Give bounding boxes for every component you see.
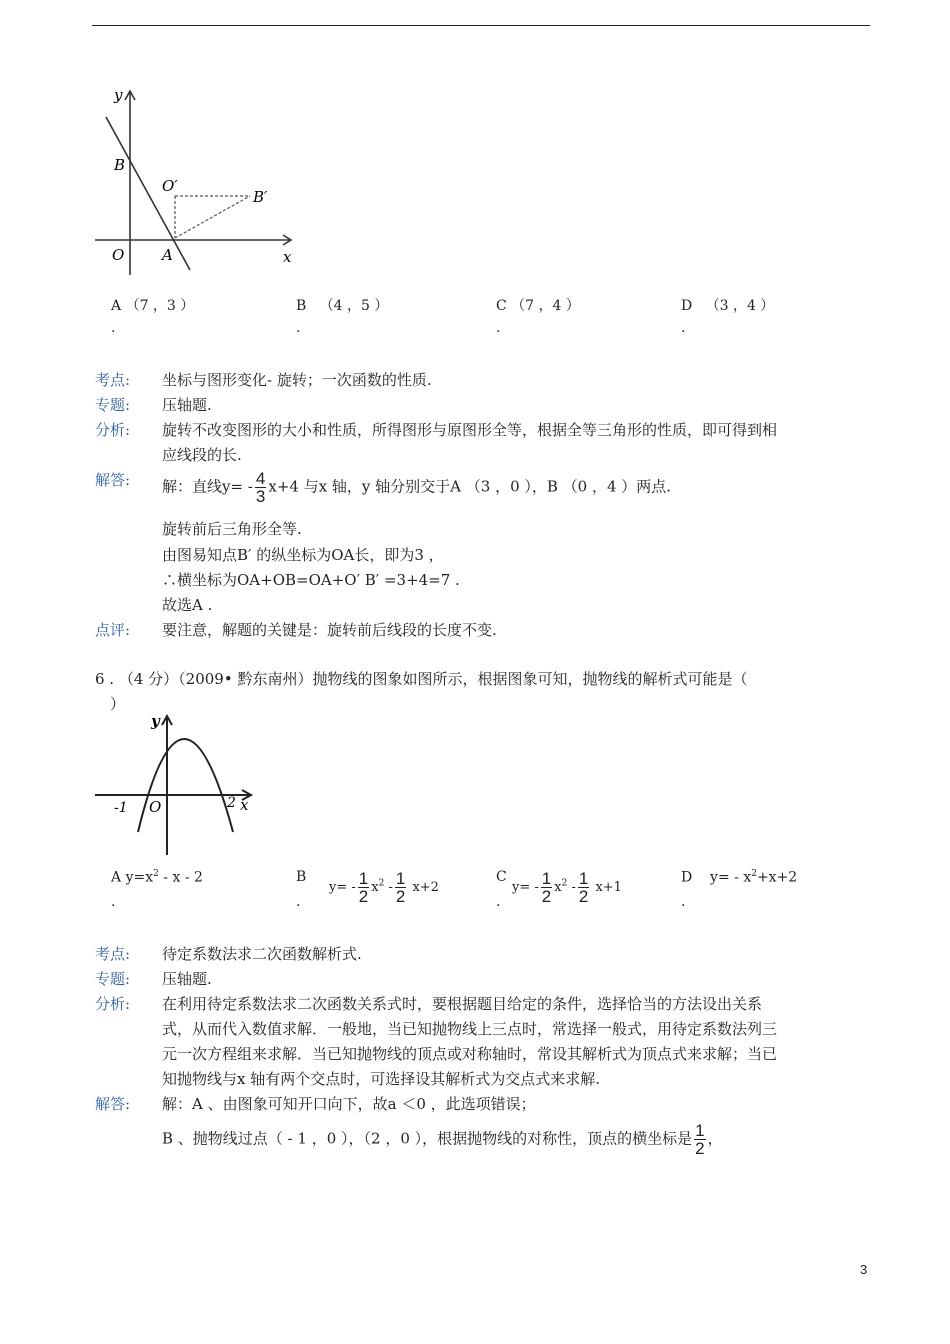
fraction-4-3: $\frac{4}{3}$ bbox=[255, 469, 266, 506]
option-b: B （4 ，5 ） bbox=[296, 298, 389, 314]
option-d-dot: . bbox=[681, 320, 686, 336]
q6-option-b-dot: . bbox=[296, 894, 301, 910]
q6-zhuanti: 压轴题. bbox=[162, 970, 212, 988]
q6-option-a: A $y=x^2 - x - 2$ bbox=[111, 869, 203, 886]
label-b-prime: B′ bbox=[253, 188, 268, 206]
q6-stem-line1: 6 . （4 分）（2009• 黔东南州）抛物线的图象如图所示，根据图象可知，抛物线的解析式可能是（ bbox=[95, 670, 748, 688]
q6-fenxi-line2: 式，从而代入数值求解．一般地，当已知抛物线上三点时，常选择一般式，用待定系数法列三 bbox=[162, 1020, 778, 1038]
q5-dianping: 要注意，解题的关键是：旋转前后线段的长度不变. bbox=[162, 621, 497, 639]
label-b: B bbox=[114, 156, 126, 174]
q5-jieda-line2: 旋转前后三角形全等. bbox=[162, 520, 302, 538]
label-neg1: -1 bbox=[114, 800, 128, 816]
q5-fenxi-line1: 旋转不改变图形的大小和性质，所得图形与原图形全等，根据全等三角形的性质，即可得到相 bbox=[162, 421, 778, 439]
fraction-1-2: $\frac{1}{2}$ bbox=[695, 1121, 705, 1158]
q6-option-b: y= - $\frac{1}{2}$ $x^2$ - $\frac{1}{2}$ x+2 bbox=[329, 869, 439, 906]
q6-option-b-letter: B bbox=[296, 869, 307, 885]
page-number: 3 bbox=[860, 1262, 868, 1277]
q5-fenxi-label: 分析: bbox=[95, 421, 131, 439]
option-a: A （7 ，3 ） bbox=[111, 298, 195, 314]
q5-zhuanti-label: 专题: bbox=[95, 396, 131, 414]
q6-jieda-line2: B 、抛物线过点（ - 1 ，0 ），（2 ，0 ），根据抛物线的对称性，顶点的横坐标是 $\frac{1}{2}$ ， bbox=[162, 1121, 723, 1158]
q6-jieda-label: 解答: bbox=[95, 1095, 131, 1113]
label-a: A bbox=[162, 246, 173, 264]
option-d: D （3 ，4 ） bbox=[681, 298, 775, 314]
figure-parabola-graph bbox=[90, 710, 265, 860]
q6-stem-line2: ） bbox=[110, 695, 126, 713]
q6-jieda-line1: 解：A 、由图象可知开口向下，故a ＜0 ，此选项错误； bbox=[162, 1095, 536, 1113]
q6-kaodian: 待定系数法求二次函数解析式. bbox=[162, 945, 362, 963]
q6-option-d: D $y= - x^2+x+2$ bbox=[681, 869, 798, 886]
figure-rotation-graph bbox=[90, 80, 310, 275]
q5-jieda-line1: 解：直线y= - $\frac{4}{3}$ x+4 与x 轴，y 轴分别交于A （3 ，0 ），B （0 ，4 ）两点. bbox=[162, 469, 672, 506]
header-rule bbox=[92, 25, 870, 26]
option-a-dot: . bbox=[111, 320, 116, 336]
q6-zhuanti-label: 专题: bbox=[95, 970, 131, 988]
q6-fenxi-label: 分析: bbox=[95, 995, 131, 1013]
q6-option-c-letter: C bbox=[496, 869, 507, 885]
q5-zhuanti: 压轴题. bbox=[162, 396, 212, 414]
option-b-dot: . bbox=[296, 320, 301, 336]
q6-fenxi-line4: 知抛物线与x 轴有两个交点时，可选择设其解析式为交点式来求解. bbox=[162, 1070, 600, 1088]
label-y: y bbox=[151, 712, 160, 730]
label-origin: O bbox=[112, 246, 125, 264]
q6-option-c-dot: . bbox=[496, 894, 501, 910]
q5-jieda-line5: 故选A . bbox=[162, 596, 213, 614]
q6-fenxi-line3: 元一次方程组来求解．当已知抛物线的顶点或对称轴时，常设其解析式为顶点式来求解；当已 bbox=[162, 1045, 778, 1063]
parabola-curve bbox=[138, 739, 233, 832]
label-y: y bbox=[114, 86, 123, 104]
q5-jieda-label: 解答: bbox=[95, 471, 131, 489]
q5-fenxi-line2: 应线段的长. bbox=[162, 446, 242, 464]
q5-kaodian-label: 考点: bbox=[95, 371, 131, 389]
q5-jieda-line4: ∴横坐标为OA+OB=OA+O′ B′ =3+4=7 . bbox=[162, 571, 460, 589]
q6-kaodian-label: 考点: bbox=[95, 945, 131, 963]
q5-jieda-line3: 由图易知点B′ 的纵坐标为OA长，即为3 ， bbox=[162, 546, 444, 564]
q6-option-d-dot: . bbox=[681, 894, 686, 910]
label-origin: O bbox=[149, 798, 162, 816]
option-c: C （7 ，4 ） bbox=[496, 298, 580, 314]
label-x: x bbox=[240, 796, 249, 814]
dashed-a-b-prime bbox=[175, 196, 250, 238]
option-c-dot: . bbox=[496, 320, 501, 336]
q6-option-a-dot: . bbox=[111, 894, 116, 910]
q6-fenxi-line1: 在利用待定系数法求二次函数关系式时，要根据题目给定的条件，选择恰当的方法设出关系 bbox=[162, 995, 763, 1013]
q5-kaodian: 坐标与图形变化- 旋转；一次函数的性质. bbox=[162, 371, 432, 389]
label-x: x bbox=[283, 248, 292, 266]
q6-option-c: y= - $\frac{1}{2}$ $x^2$ - $\frac{1}{2}$ x+1 bbox=[512, 869, 622, 906]
label-2: 2 bbox=[227, 795, 236, 811]
label-o-prime: O′ bbox=[162, 177, 178, 195]
q5-dianping-label: 点评: bbox=[95, 621, 131, 639]
